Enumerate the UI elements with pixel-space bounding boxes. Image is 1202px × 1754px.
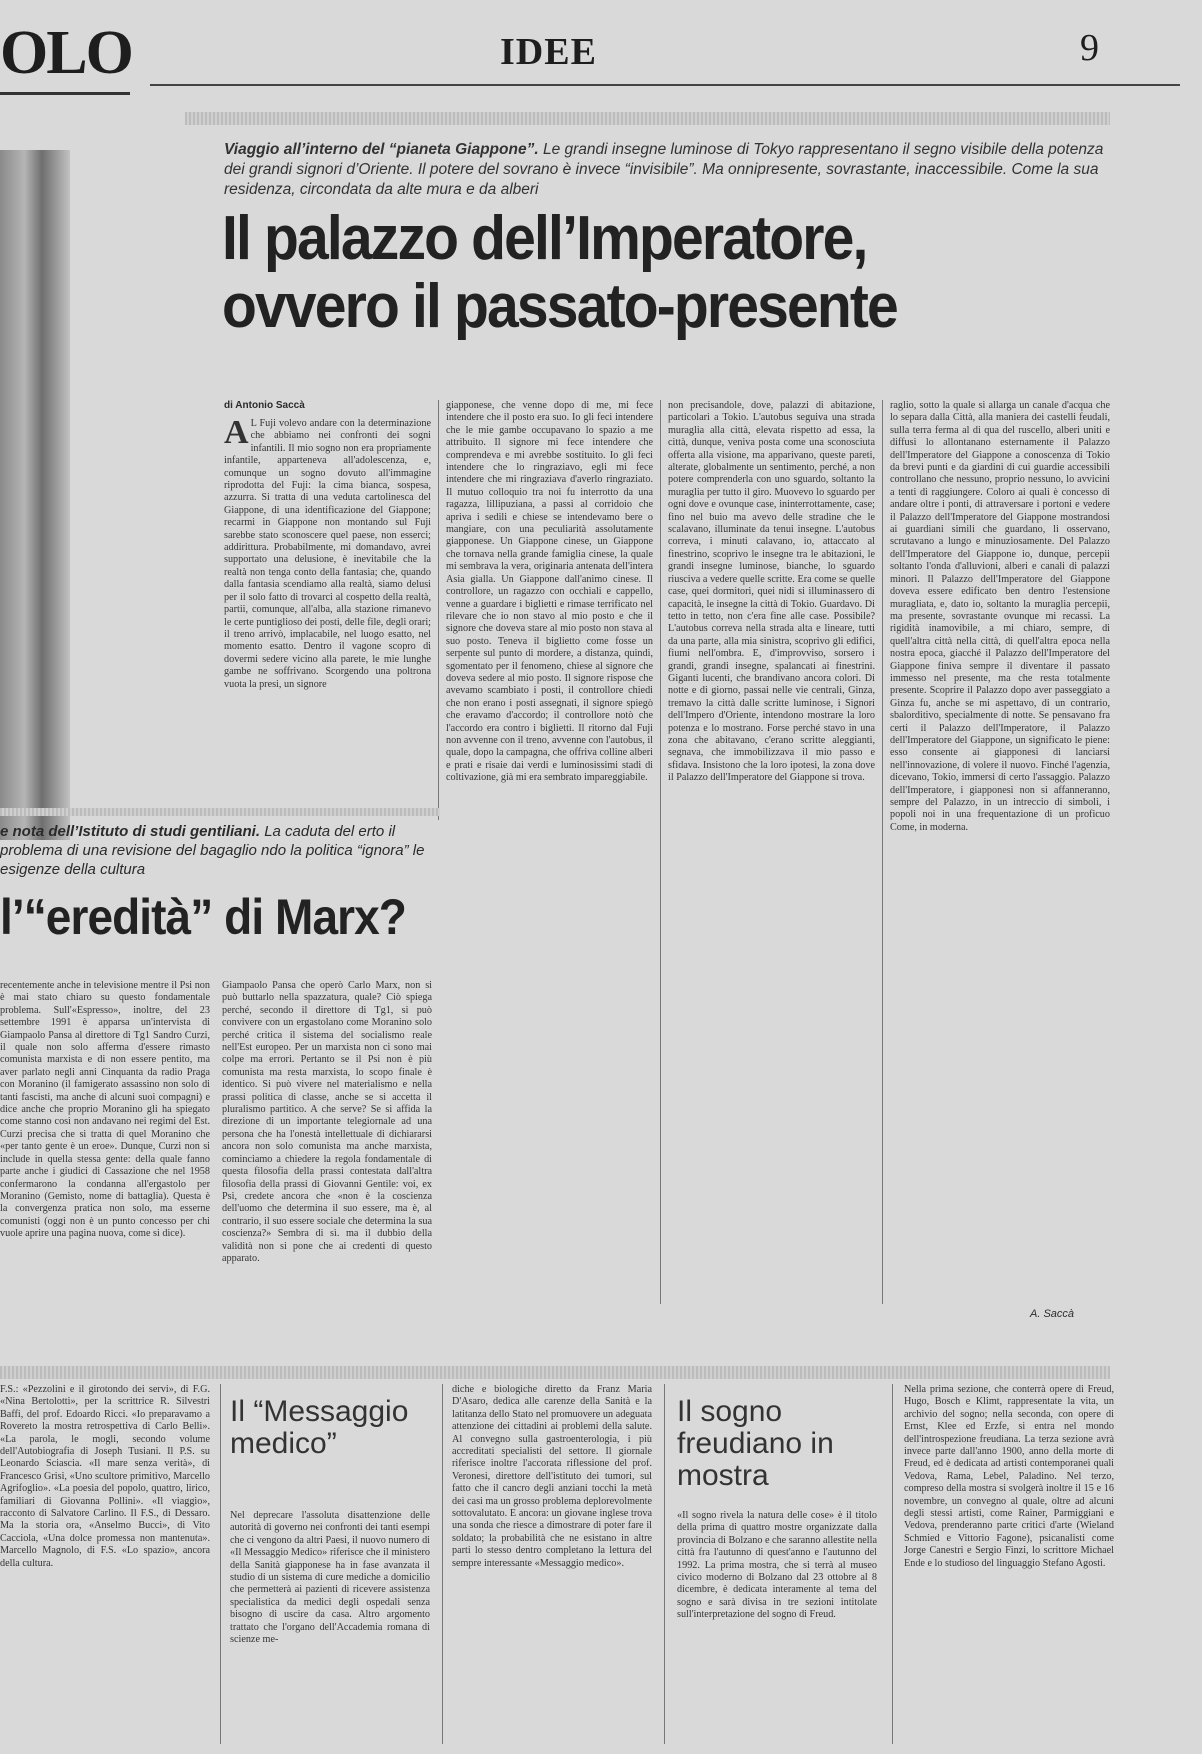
article2-column-1: recentemente anche in televisione mentre il Psi non è mai stato chiaro su questo fondamentale problema. Sull'«Espresso», inoltre, del 23 settembre 1991 è apparsa un'intervista di Giampaolo Pansa al direttore di Tg1 Sandro Curzi, il quale non solo afferma d'essere rimasto comunista marxista e di non essere pentito, ma aver parlato negli anni Cinquanta da radio Praga con Moranino (il famigerato assassino non solo di tanti fascisti, ma anche di alcuni suoi compagni) e dice anche che proprio Moranino gli ha spiegato come stanno così non andavano nei regimi del Est. Curzi precisa che si tratta di quel Moranino che «per tanto gente è un eroe». Dunque, Curzi non si include in quella stessa gente: della quale fanno parte anche i giudici di Cassazione che nel 1958 confermarono la condanna all'ergastolo per Moranino (Gemisto, nome di battaglia). Questa è la convergenza pratica non solo, ma esserne comunisti (oggi non è un punto concesso per chi vuole aprire una pagina nuova, come si dice). [0,980,210,1240]
box2-title: Il “Messaggio medico” [230,1395,409,1460]
article1-column-2: giapponese, che venne dopo di me, mi fece intendere che il posto era suo. Io gli feci intendere che le mie gambe occupavano lo spazio a me attribuito. Il signore mi fece intendere che comprendeva e mi avrebbe sostituito. Io gli feci intendere che lo ringraziavo, egli mi fece intendere che mi ringraziava d'averlo ringraziato. Il mutuo colloquio tra noi fu interrotto da una ragazza, lillipuziana, a passi al corridoio che apriva i sedili e chiese se intendevamo bere o mangiare, con una peculiarità assolutamente giapponese. Un Giappone cinese, un Giappone che tornava nella grande famiglia cinese, la quale mi sembrava la vera, originaria antenata dell'intera Asia gialla. Un Giappone dall'animo cinese. Il controllore, un ragazzo con occhiali e cappello, venne a guardare i biglietti e rimase terrificato nel rilevare che io non stavo al mio posto e che il signore che doveva stare al mio posto non stava al suo posto. Teneva il biglietto come fosse un serpente sul punto di mordere, a distanza, quindi, sgomentato per il fenomeno, chiese al signore che doveva sedere al mio posto. Il signore rispose che avevamo scambiato i posti, il controllore chiedi che non erano i posti assegnati, il signore spiegò che eravamo d'accordo; il controllore notò che l'accordo era contro i biglietti. Il ritorno dal Fuji non avvenne con il treno, avvenne con l'autobus, il quale, dopo la campagna, che offriva colline alberi e prati e risaie dai verdi e luminosissimi stadi di coltivazione, già mi era sembrato impareggiabile. [446,400,653,784]
article2-headline: l’“eredità” di Marx? [0,889,406,945]
article1-column-1-text: L Fuji volevo andare con la determinazione che abbiamo nei confronti dei sogni infantili. Il mio sogno non era propriamente infantile, apparteneva all'adolescenza, e, comunque un sogno dovuto all'immagine riprodotta del Fuji: la cima bianca, sospesa, azzurra. Si tratta di una veduta cartolinesca del Giappone, di una identificazione del Giappone; recarmi in Giappone non montando sul Fuji sarebbe stato sconoscere quel paese, non esserci; addirittura. Probabilmente, mi domandavo, avrei supportato una delusione, è inevitabile che la realtà non tenga conto della fantasia; che, quando dalla fantasia scendiamo alla realtà, siamo delusi per il solo fatto di trovarci al cospetto della realtà, partii, comunque, all'alba, alla stazione rimanevo le certe puntiglioso dei posti, delle file, degli orari; il treno arrivò, implacabile, nel luogo esatto, nel momento esatto. Dentro il vagone scopro di dovermi sedere vicino alla parete, le mie lunghe gambe ne soffrivano. Scorgendo una poltrona vuota la presi, un signore [224,418,431,690]
article1-headline [222,205,1078,341]
box2-text: Nel deprecare l'assoluta disattenzione delle autorità di governo nei confronti dei tanti esempi che ci vengono da altri Paesi, il nuovo numero di «Il Messaggio Medico» riferisce che il ministero della Sanità giapponese ha in fase avanzata il studio di un sistema di cure mediche a domicilio che permetterà ai pazienti di ricevere assistenza specialistica da medici degli ospedali senza bisogno di uscire da casa. Altro argomento trattato che l'organo dell'Accademia romana di scienze me- [230,1510,430,1646]
section-title: IDEE [500,31,597,73]
article2-band [0,808,440,816]
column-divider [892,1384,893,1744]
article1-column-3: non precisandole, dove, palazzi di abitazione, particolari a Tokio. L'autobus seguiva una strada muraglia alla città, elevata rispetto ad essa, la città, dunque, veniva posta come una sconosciuta offerta alla visione, ma apparivano, queste pareti, alterate, globalmente un sentimento, perché, a non potere comprenderla con uno sguardo, soltanto la muraglia per tutto il giro. Muovevo lo sguardo per ogni dove e ovunque case, ininterrottamente, case; fino nel buio ma avevo delle stradine che le scalavano, illuminate da tenui insegne. L'autobus correva, i minuti calavano, io, attaccato al finestrino, scoprivo le insegne tra le abitazioni, le grandi insegne luminose, bianche, lo sguardo riusciva a vedere quelle scritte. Era come se quelle case, quei dormitori, quei nidi si illuminassero di capacità, le insegne la città di Tokio. Guardavo. Di tetto in tetto, non c'era fine alle case. Possibile? L'autobus correva nella strada alta e lineare, tutti da una parte, alla mia sinistra, scoprivo gli edifici, fiumi nell'ombra. E, d'improvviso, sorsero i grandi, grandi insegne, spalancati ai finestrini. Giganti lucenti, che brandivano ancora colori. Di notte e di giorno, passai nelle vie centrali, Ginza, tremavo la città dalle scritte luminose, i Signori dell'Impero d'Oriente, intendono mostrare la loro potenza e lo mostrano. Forse perché stavo in una zona che abitavano, c'erano scritte aleggianti, segnava, che immobilizzava il mio passo e sfidava. Insistono che la loro ipotesi, la zona dove il Palazzo dell'Imperatore del Giappone si trova. [668,400,875,784]
article2-column-2: Giampaolo Pansa che operò Carlo Marx, non si può buttarlo nella spazzatura, quale? Ciò spiega perché, secondo il direttore di Tg1, si può convivere con un ergastolano come Moranino solo perché critica il sistema del socialismo reale nell'Est europeo. Per un marxista non ci sono mai colpe ma errori. Pertanto se il Psi non è più comunista ma resta marxista, lo scopo finale è identico. Si può vivere nel materialismo e nella prassi politica di classe, anche se si accetta il pluralismo partitico. A che serve? Se si affida la direzione di un importante telegiornale ad una persona che ha l'onestà intellettuale di dichiararsi ancora non solo comunista ma anche marxista, cominciamo a chiedere la regola fondamentale di questa filosofia della prassi contestata dall'altra filosofia della prassi di Giovanni Gentile: voi, ex Psi, credete ancora che «non è la coscienza dell'uomo che determina il suo essere, ma è, al contrario, il suo essere sociale che determina la sua coscienza?» Sembra di sì. ma il dubbio della validità non si pone che ai credenti di questo apparato. [222,980,432,1264]
box1-text: F.S.: «Pezzolini e il girotondo dei servi», di F.G. «Nina Bertolotti», per la scrittrice R. Silvestri Baffi, del prof. Edoardo Ricci. «Io preparavamo a Rovereto la mostra retrospettiva di Carlo Belli». «La parola, le mogli, secondo volume dell'Autobiografia di Joseph Tusiani. Il P.S. su Leonardo Sciascia. «Il mare senza verità», di Francesco Grisi, «Uno scultore primitivo, Marcello Agrifoglio». «La poesia del popolo, quattro, lirico, familiari di Giovanna Pollini». «Il viaggio», racconto di Salvatore Carlino. Il F.S., di Dessaro. Ma la storia ora, «Anselmo Bucci», di Vito Cacciola, «Una dolce promessa non mantenuta». Marcello Magnolo, di F.S. «Lo spazio», ancora della cultura. [0,1384,210,1569]
article1-headline-line2: ovvero il passato-presente [222,272,897,341]
column-divider [882,400,883,1304]
column-divider [220,1384,221,1744]
page-number: 9 [1080,27,1099,69]
header-band [185,112,1110,125]
column-divider [442,1384,443,1744]
article1-headline-line1: Il palazzo dell’Imperatore, [222,204,867,273]
article1-column-1 [224,418,431,813]
column-divider [664,1384,665,1744]
column-divider [438,400,439,820]
logo-underline [0,92,130,95]
box5-text: Nella prima sezione, che conterrà opere di Freud, Hugo, Bosch e Klimt, rappresentate la vita, un archivio del sogno; nella seconda, con opere di Ernst, Klee ed Erzfe, si entra nel mondo dell'introspezione freudiana. La terza sezione avrà invece parte dall'anno 1900, anno della morte di Freud, ed è dedicata ad artisti contemporanei quali Vedova, Rama, Lebel, Paladino. Nel terzo, compreso della mostra si svolgerà inoltre il 15 e 16 novembre, un convegno al quale, oltre ad alcuni degli stessi artisti, come Rainer, Parmiggiani e Vedova, prenderanno parte critici d'arte (Wieland Schmied e Vittorio Fagone), psicanalisti come Jorge Canestri e Sergio Finzi, lo scrittore Michael Ende e lo studioso del linguaggio Stefano Agosti. [904,1384,1114,1569]
newspaper-logo: OLO [0,19,132,87]
bottom-band [0,1366,1110,1379]
article2-kicker-lead: e nota dell’Istituto di studi gentiliani. [0,823,261,840]
article1-byline: di Antonio Saccà [224,400,305,411]
box4-text: «Il sogno rivela la natura delle cose» è il titolo della prima di quattro mostre organizzate dalla provincia di Bolzano e che saranno allestite nella città fra l'autunno di quest'anno e l'autunno del 1992. La prima mostra, che si terrà al museo civico moderno di Bolzano dal 23 ottobre al 8 dicembre, è dedicata interamente al tema del sogno e sarà divisa in tre sezioni intitolate sull'interpretazione del sogno di Freud. [677,1510,877,1621]
article1-kicker [224,140,1114,200]
article1-kicker-rest: Le grandi insegne luminose di Tokyo rappresentano il segno visibile della potenza dei grandi signori d’Oriente. Il potere del sovrano è invece “invisibile”. Ma onnipresente, sovrastante, inaccessibile. Come la sua residenza, circondata da alte mura e da alberi [224,141,1104,198]
article1-kicker-lead: Viaggio all’interno del “pianeta Giappone”. [224,141,539,158]
article2-kicker [0,822,430,879]
statue-photo [0,150,70,840]
top-rule [150,84,1180,86]
article1-column-4: raglio, sotto la quale si allarga un canale d'acqua che lo separa dalla Città, alla maniera dei castelli feudali, sulla terra ferma al di qua del ruscello, alberi uniti e diffusi lo allontanano esternamente il Palazzo dell'Imperatore del Giappone a conoscenza di Tokio da brevi punti e da giardini di cui guardie accessibili controllano che nessuno, proprio nessuno, lo avvicini a tenti di raggiungere. Coloro ai quali è concesso di andare oltre i ponti, di attraversare i portoni e vedere il Palazzo dell'Imperatore del Giappone mostrandosi ai guardiani simili che guardano, li osservano, scrutavano a lungo e minuziosamente. Del Palazzo dell'Imperatore del Giappone io, dunque, percepii soltanto l'onda d'alluvioni, alberi e canali di palazzi minori. Il Palazzo dell'Imperatore del Giappone doveva essere edificato ben dentro l'estensione muragliata, e, dato io, soltanto la muraglia percepii, ma presente, sovrastante ovunque mi recassi. La rigidità inamovibile, a mi chiaro, sempre, di quell'altra città nella città, di quell'altra epoca nella nostra epoca, giacché il Palazzo dell'Imperatore del Giappone finiva sempre il diventare il passato immesso nel presente, ma che resta totalmente presente. Scoprire il Palazzo dopo aver passeggiato a Ginza fu, anche se mi aspettavo, di un contrario, sbalorditivo, specialmente di notte. Se pensavano fra certi il Palazzo dell'Imperatore, il Palazzo dell'Imperatore del Giappone, un significato le piene: esso consente ai giapponesi di lanciarsi nell'innovazione, di volere il nuovo. Finché l'agenzia, dicevano, Tokio, immersi di certo l'assaggio. Palazzo dell'Imperatore, i giapponesi non si affanneranno, sempre del Palazzo, in un intreccio di simboli, i popoli noi in una frequentazione di un proficuo Come, in moderna. [890,400,1110,833]
column-divider [660,400,661,1304]
box3-text: diche e biologiche diretto da Franz Maria D'Asaro, dedica alle carenze della Sanità e la latitanza dello Stato nel promuovere un adeguata attenzione dei cittadini ai problemi della salute. Al convegno sulla gastroenterologia, i più accreditati specialisti del settore. Il giornale riferisce inoltre l'accorata riflessione del prof. Veronesi, direttore dell'istituto dei tumori, sul fatto che il cancro degli anziani tocchi la metà dei casi ma un grosso problema deplorevolmente sottovalutato. E ancora: un giovane inglese trova una sonda che riesce a dimostrare di poter fare il soldato; la probabilità che ne esistano in altre parti lo stesso dentro completano la lettura del sempre interessante «Messaggio medico». [452,1384,652,1569]
article2-kicker-rest: La caduta del erto il problema di una revisione del bagaglio ndo la politica “ignora” le esigenze della cultura [0,823,425,878]
drop-cap: A [224,418,249,451]
article1-signature: A. Saccà [1030,1308,1075,1320]
box4-title: Il sogno freudiano in mostra [677,1395,834,1492]
